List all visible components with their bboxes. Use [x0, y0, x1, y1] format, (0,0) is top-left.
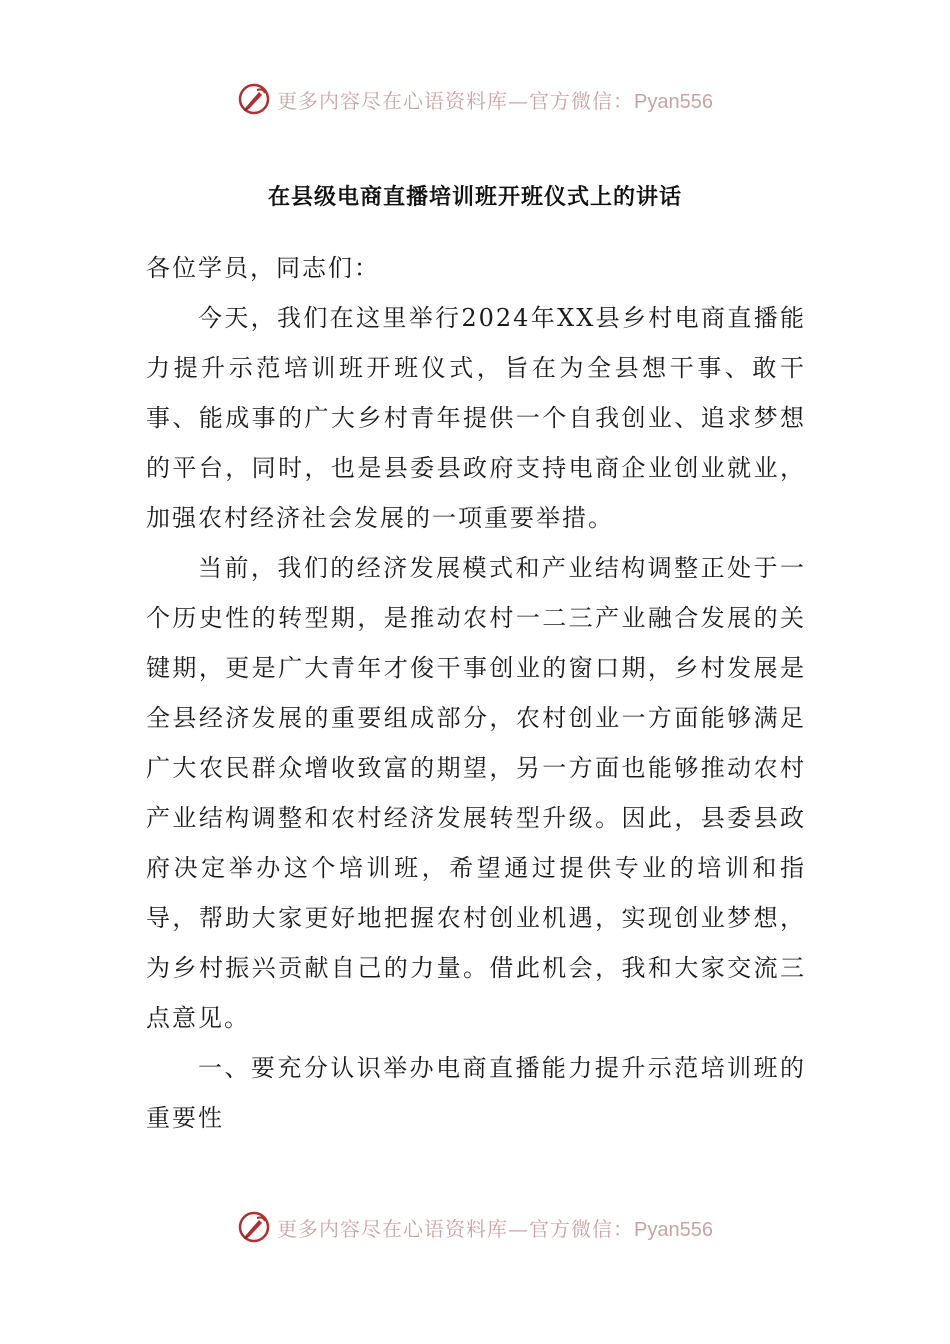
header-watermark: [0, 82, 950, 116]
document-title: 在县级电商直播培训班开班仪式上的讲话: [267, 185, 682, 210]
pen-logo-icon: [237, 82, 271, 116]
section-heading-1: 一、要充分认识举办电商直播能力提升示范培训班的重要性: [146, 1054, 806, 1132]
watermark-text: 更多内容尽在心语资料库—官方微信：Pyan556: [277, 88, 713, 113]
pen-logo-icon: [237, 1210, 271, 1244]
document-body: [146, 243, 806, 1143]
salutation: 各位学员，同志们：: [146, 254, 380, 282]
watermark-text: 更多内容尽在心语资料库—官方微信：Pyan556: [277, 1216, 713, 1241]
paragraph-intro: 今天，我们在这里举行2024年XX县乡村电商直播能力提升示范培训班开班仪式，旨在为全县想干事、敢干事、能成事的广大乡村青年提供一个自我创业、追求梦想的平台，同时，也是县委县政府支持电商企业创业就业，加强农村经济社会发展的一项重要举措。: [146, 304, 806, 532]
paragraph-context: 当前，我们的经济发展模式和产业结构调整正处于一个历史性的转型期，是推动农村一二三产业融合发展的关键期，更是广大青年才俊干事创业的窗口期，乡村发展是全县经济发展的重要组成部分，农村创业一方面能够满足广大农民群众增收致富的期望，另一方面也能够推动农村产业结构调整和农村经济发展转型升级。因此，县委县政府决定举办这个培训班，希望通过提供专业的培训和指导，帮助大家更好地把握农村创业机遇，实现创业梦想，为乡村振兴贡献自己的力量。借此机会，我和大家交流三点意见。: [146, 554, 806, 1032]
footer-watermark: [0, 1210, 950, 1244]
